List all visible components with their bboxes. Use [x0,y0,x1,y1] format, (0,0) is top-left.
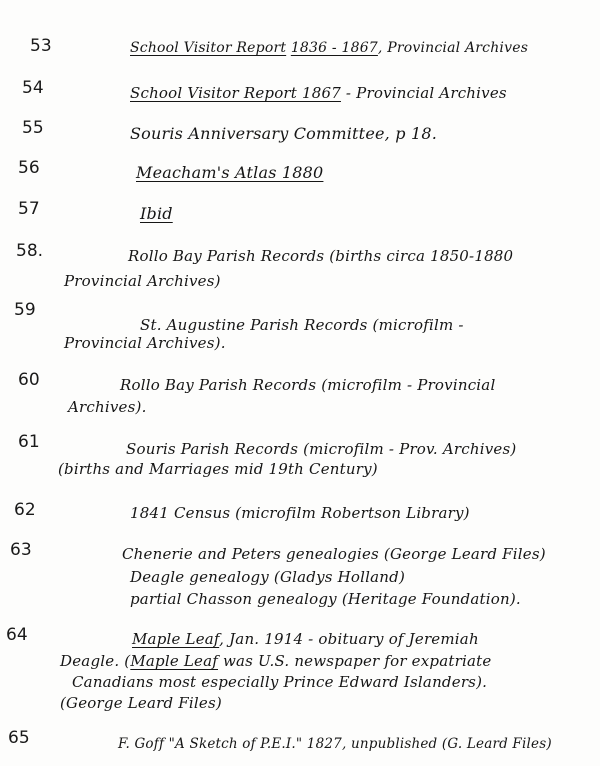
entry-line: F. Goff "A Sketch of P.E.I." 1827, unpublished (G. Leard Files) [118,736,552,752]
entry-line: Archives). [68,398,147,416]
entry-number: 56 [18,158,40,178]
entry-number: 58. [16,241,44,261]
entry-number: 65 [8,728,30,748]
bleed-through-ghost [80,50,84,64]
entry-number: 53 [30,36,52,56]
entry-line: 1841 Census (microfilm Robertson Library) [130,504,470,522]
entry-line: Rollo Bay Parish Records (births circa 1850-1880 [128,247,514,265]
entry-line: School Visitor Report 1867 - Provincial Archives [130,84,507,102]
entry-number: 57 [18,199,40,219]
entry-number: 63 [10,540,32,560]
entry-line: St. Augustine Parish Records (microfilm - [140,316,464,334]
entry-line: Provincial Archives) [64,272,221,290]
entry-number: 61 [18,432,40,452]
entry-line: Rollo Bay Parish Records (microfilm - Provincial [120,376,496,394]
entry-line: School Visitor Report 1836 - 1867, Provincial Archives [130,40,529,56]
entry-line: Maple Leaf, Jan. 1914 - obituary of Jeremiah [132,630,479,648]
entry-line: Souris Anniversary Committee, p 18. [130,124,437,143]
entry-line: (George Leard Files) [60,694,222,712]
entry-line: Deagle genealogy (Gladys Holland) [130,568,406,586]
entry-number: 60 [18,370,40,390]
entry-line: Chenerie and Peters genealogies (George Leard Files) [122,545,546,563]
entry-line: partial Chasson genealogy (Heritage Foundation). [130,590,521,608]
entry-line: Souris Parish Records (microfilm - Prov. Archives) [126,440,517,458]
entry-line: Provincial Archives). [64,334,226,352]
entry-line: Ibid [140,204,173,223]
entry-number: 64 [6,625,28,645]
entry-number: 59 [14,300,36,320]
entry-line: Deagle. (Maple Leaf was U.S. newspaper for expatriate [60,652,492,670]
entry-number: 55 [22,118,44,138]
entry-line: Canadians most especially Prince Edward Islanders). [72,673,488,691]
entry-number: 62 [14,500,36,520]
entry-line: (births and Marriages mid 19th Century) [58,460,378,478]
entry-number: 54 [22,78,44,98]
entry-line: Meacham's Atlas 1880 [136,163,324,182]
